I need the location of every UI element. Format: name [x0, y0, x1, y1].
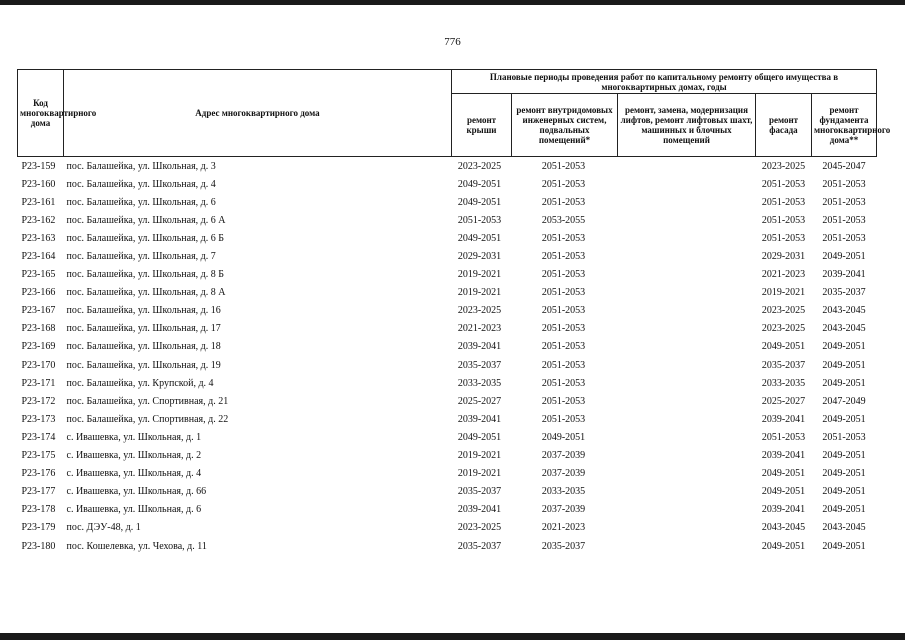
cell-code: Р23-180 [21, 540, 56, 552]
cell-roof: 2019-2021 [457, 269, 502, 281]
cell-foundation: 2047-2049 [822, 395, 866, 407]
cell-address: пос. Кошелевка, ул. Чехова, д. 11 [66, 540, 207, 552]
cell-address: пос. Балашейка, ул. Школьная, д. 16 [66, 305, 221, 317]
table-row [18, 175, 877, 193]
cell-address: пос. Балашейка, ул. Школьная, д. 19 [66, 359, 221, 371]
scan-top-edge [0, 0, 905, 5]
cell-facade: 2039-2041 [761, 413, 806, 425]
table-row [18, 284, 877, 302]
cell-engineering: 2051-2053 [541, 251, 586, 263]
cell-foundation: 2051-2053 [822, 214, 866, 226]
header-roof: ремонт крыши [452, 94, 512, 157]
cell-code: Р23-170 [21, 359, 56, 371]
header-elevators: ремонт, замена, модернизация лифтов, ремонт лифтовых шахт, машинных и блочных помещений [618, 94, 756, 157]
cell-roof: 2035-2037 [457, 486, 502, 498]
cell-elevators [618, 247, 756, 265]
cell-address: пос. Балашейка, ул. Крупской, д. 4 [66, 377, 214, 389]
table-row [18, 410, 877, 428]
cell-elevators [618, 157, 756, 176]
header-address: Адрес многоквартирного дома [64, 70, 452, 157]
cell-roof: 2049-2051 [457, 178, 502, 190]
cell-elevators [618, 211, 756, 229]
page-number: 776 [444, 36, 461, 48]
table-row [18, 193, 877, 211]
cell-engineering: 2051-2053 [541, 269, 586, 281]
cell-code: Р23-159 [21, 160, 56, 172]
table-row [18, 211, 877, 229]
cell-foundation: 2051-2053 [822, 178, 866, 190]
table-row [18, 465, 877, 483]
cell-facade: 2049-2051 [761, 486, 806, 498]
cell-foundation: 2051-2053 [822, 431, 866, 443]
cell-code: Р23-163 [21, 232, 56, 244]
cell-roof: 2019-2021 [457, 468, 502, 480]
cell-engineering: 2051-2053 [541, 323, 586, 335]
cell-code: Р23-168 [21, 323, 56, 335]
cell-foundation: 2049-2051 [822, 540, 866, 552]
cell-engineering: 2033-2035 [541, 486, 586, 498]
cell-code: Р23-175 [21, 450, 56, 462]
cell-facade: 2023-2025 [761, 305, 806, 317]
cell-address: с. Ивашевка, ул. Школьная, д. 4 [66, 468, 202, 480]
cell-elevators [618, 175, 756, 193]
cell-address: пос. Балашейка, ул. Школьная, д. 8 А [66, 287, 226, 299]
cell-engineering: 2051-2053 [541, 395, 586, 407]
cell-address: пос. Балашейка, ул. Школьная, д. 17 [66, 323, 221, 335]
cell-engineering: 2037-2039 [541, 468, 586, 480]
table-row [18, 501, 877, 519]
cell-code: Р23-172 [21, 395, 56, 407]
cell-address: пос. Балашейка, ул. Школьная, д. 7 [66, 251, 216, 263]
cell-address: с. Ивашевка, ул. Школьная, д. 6 [66, 504, 202, 516]
table-row [18, 356, 877, 374]
cell-facade: 2051-2053 [761, 178, 806, 190]
table-row [18, 302, 877, 320]
table-row [18, 338, 877, 356]
scan-bottom-edge [0, 633, 905, 640]
cell-roof: 2035-2037 [457, 540, 502, 552]
cell-engineering: 2049-2051 [541, 431, 586, 443]
cell-engineering: 2051-2053 [541, 359, 586, 371]
cell-address: пос. Балашейка, ул. Школьная, д. 6 Б [66, 232, 224, 244]
cell-roof: 2025-2027 [457, 395, 502, 407]
cell-engineering: 2037-2039 [541, 450, 586, 462]
cell-code: Р23-179 [21, 522, 56, 534]
header-foundation: ремонт фундамента многоквартирного дома** [812, 94, 877, 157]
cell-code: Р23-160 [21, 178, 56, 190]
cell-elevators [618, 229, 756, 247]
cell-foundation: 2035-2037 [822, 287, 866, 299]
cell-foundation: 2049-2051 [822, 359, 866, 371]
table-row [18, 519, 877, 537]
cell-address: пос. Балашейка, ул. Школьная, д. 6 [66, 196, 216, 208]
cell-foundation: 2049-2051 [822, 377, 866, 389]
cell-code: Р23-169 [21, 341, 56, 353]
cell-elevators [618, 501, 756, 519]
cell-roof: 2019-2021 [457, 450, 502, 462]
cell-facade: 2021-2023 [761, 269, 806, 281]
cell-address: с. Ивашевка, ул. Школьная, д. 2 [66, 450, 202, 462]
table-row [18, 537, 877, 555]
cell-engineering: 2051-2053 [541, 377, 586, 389]
header-code: Код многоквартирного дома [18, 70, 64, 157]
table-row [18, 483, 877, 501]
cell-foundation: 2049-2051 [822, 504, 866, 516]
cell-facade: 2019-2021 [761, 287, 806, 299]
cell-code: Р23-177 [21, 486, 56, 498]
table-row [18, 374, 877, 392]
cell-roof: 2033-2035 [457, 377, 502, 389]
table-row [18, 320, 877, 338]
table-row [18, 247, 877, 265]
cell-facade: 2033-2035 [761, 377, 806, 389]
table-row [18, 428, 877, 446]
cell-elevators [618, 519, 756, 537]
cell-elevators [618, 284, 756, 302]
cell-facade: 2049-2051 [761, 468, 806, 480]
cell-engineering: 2021-2023 [541, 522, 586, 534]
cell-code: Р23-173 [21, 413, 56, 425]
cell-code: Р23-165 [21, 269, 56, 281]
header-planned-periods: Плановые периоды проведения работ по капитальному ремонту общего имущества в многоквартирных домах, годы [452, 70, 877, 94]
cell-elevators [618, 483, 756, 501]
cell-foundation: 2043-2045 [822, 305, 866, 317]
cell-roof: 2049-2051 [457, 232, 502, 244]
cell-roof: 2021-2023 [457, 323, 502, 335]
cell-facade: 2043-2045 [761, 522, 806, 534]
cell-elevators [618, 428, 756, 446]
cell-engineering: 2037-2039 [541, 504, 586, 516]
cell-elevators [618, 338, 756, 356]
cell-foundation: 2039-2041 [822, 269, 866, 281]
cell-facade: 2051-2053 [761, 232, 806, 244]
cell-facade: 2051-2053 [761, 431, 806, 443]
cell-engineering: 2051-2053 [541, 232, 586, 244]
cell-address: пос. Балашейка, ул. Школьная, д. 18 [66, 341, 221, 353]
cell-elevators [618, 302, 756, 320]
cell-elevators [618, 392, 756, 410]
cell-code: Р23-167 [21, 305, 56, 317]
table-row [18, 266, 877, 284]
cell-foundation: 2049-2051 [822, 486, 866, 498]
header-engineering: ремонт внутридомовых инженерных систем, подвальных помещений* [512, 94, 618, 157]
cell-elevators [618, 447, 756, 465]
cell-engineering: 2051-2053 [541, 178, 586, 190]
cell-foundation: 2049-2051 [822, 450, 866, 462]
cell-address: пос. Балашейка, ул. Школьная, д. 4 [66, 178, 216, 190]
cell-engineering: 2051-2053 [541, 287, 586, 299]
cell-engineering: 2051-2053 [541, 305, 586, 317]
table-row [18, 392, 877, 410]
cell-elevators [618, 465, 756, 483]
cell-engineering: 2051-2053 [541, 341, 586, 353]
cell-facade: 2039-2041 [761, 504, 806, 516]
cell-address: с. Ивашевка, ул. Школьная, д. 1 [66, 431, 202, 443]
cell-engineering: 2051-2053 [541, 196, 586, 208]
cell-roof: 2023-2025 [457, 160, 502, 172]
cell-code: Р23-171 [21, 377, 56, 389]
cell-foundation: 2043-2045 [822, 323, 866, 335]
cell-facade: 2039-2041 [761, 450, 806, 462]
cell-code: Р23-176 [21, 468, 56, 480]
cell-code: Р23-174 [21, 431, 56, 443]
table-row [18, 229, 877, 247]
cell-address: пос. ДЭУ-48, д. 1 [66, 522, 141, 534]
cell-roof: 2049-2051 [457, 196, 502, 208]
cell-facade: 2051-2053 [761, 214, 806, 226]
cell-address: с. Ивашевка, ул. Школьная, д. 66 [66, 486, 207, 498]
cell-facade: 2035-2037 [761, 359, 806, 371]
table-row [18, 157, 877, 176]
cell-roof: 2039-2041 [457, 413, 502, 425]
table-row [18, 447, 877, 465]
cell-elevators [618, 374, 756, 392]
cell-foundation: 2045-2047 [822, 160, 866, 172]
cell-foundation: 2051-2053 [822, 232, 866, 244]
cell-elevators [618, 320, 756, 338]
header-facade: ремонт фасада [756, 94, 812, 157]
cell-roof: 2039-2041 [457, 341, 502, 353]
cell-roof: 2039-2041 [457, 504, 502, 516]
cell-address: пос. Балашейка, ул. Школьная, д. 8 Б [66, 269, 224, 281]
cell-facade: 2025-2027 [761, 395, 806, 407]
cell-roof: 2019-2021 [457, 287, 502, 299]
cell-code: Р23-162 [21, 214, 56, 226]
cell-address: пос. Балашейка, ул. Спортивная, д. 21 [66, 395, 229, 407]
cell-elevators [618, 410, 756, 428]
cell-engineering: 2051-2053 [541, 413, 586, 425]
cell-foundation: 2051-2053 [822, 196, 866, 208]
cell-roof: 2035-2037 [457, 359, 502, 371]
repair-schedule-table [17, 69, 891, 555]
cell-roof: 2023-2025 [457, 522, 502, 534]
cell-foundation: 2043-2045 [822, 522, 866, 534]
cell-address: пос. Балашейка, ул. Школьная, д. 6 А [66, 214, 226, 226]
cell-facade: 2023-2025 [761, 160, 806, 172]
cell-foundation: 2049-2051 [822, 251, 866, 263]
cell-foundation: 2049-2051 [822, 413, 866, 425]
cell-foundation: 2049-2051 [822, 468, 866, 480]
cell-elevators [618, 537, 756, 555]
cell-code: Р23-164 [21, 251, 56, 263]
cell-roof: 2023-2025 [457, 305, 502, 317]
cell-code: Р23-166 [21, 287, 56, 299]
cell-elevators [618, 193, 756, 211]
cell-address: пос. Балашейка, ул. Школьная, д. 3 [66, 160, 216, 172]
cell-elevators [618, 266, 756, 284]
cell-roof: 2049-2051 [457, 431, 502, 443]
cell-code: Р23-161 [21, 196, 56, 208]
cell-facade: 2049-2051 [761, 540, 806, 552]
cell-engineering: 2053-2055 [541, 214, 586, 226]
cell-elevators [618, 356, 756, 374]
cell-foundation: 2049-2051 [822, 341, 866, 353]
cell-roof: 2051-2053 [457, 214, 502, 226]
cell-facade: 2029-2031 [761, 251, 806, 263]
cell-roof: 2029-2031 [457, 251, 502, 263]
cell-facade: 2049-2051 [761, 341, 806, 353]
cell-engineering: 2035-2037 [541, 540, 586, 552]
cell-engineering: 2051-2053 [541, 160, 586, 172]
cell-facade: 2051-2053 [761, 196, 806, 208]
cell-facade: 2023-2025 [761, 323, 806, 335]
cell-code: Р23-178 [21, 504, 56, 516]
cell-address: пос. Балашейка, ул. Спортивная, д. 22 [66, 413, 229, 425]
